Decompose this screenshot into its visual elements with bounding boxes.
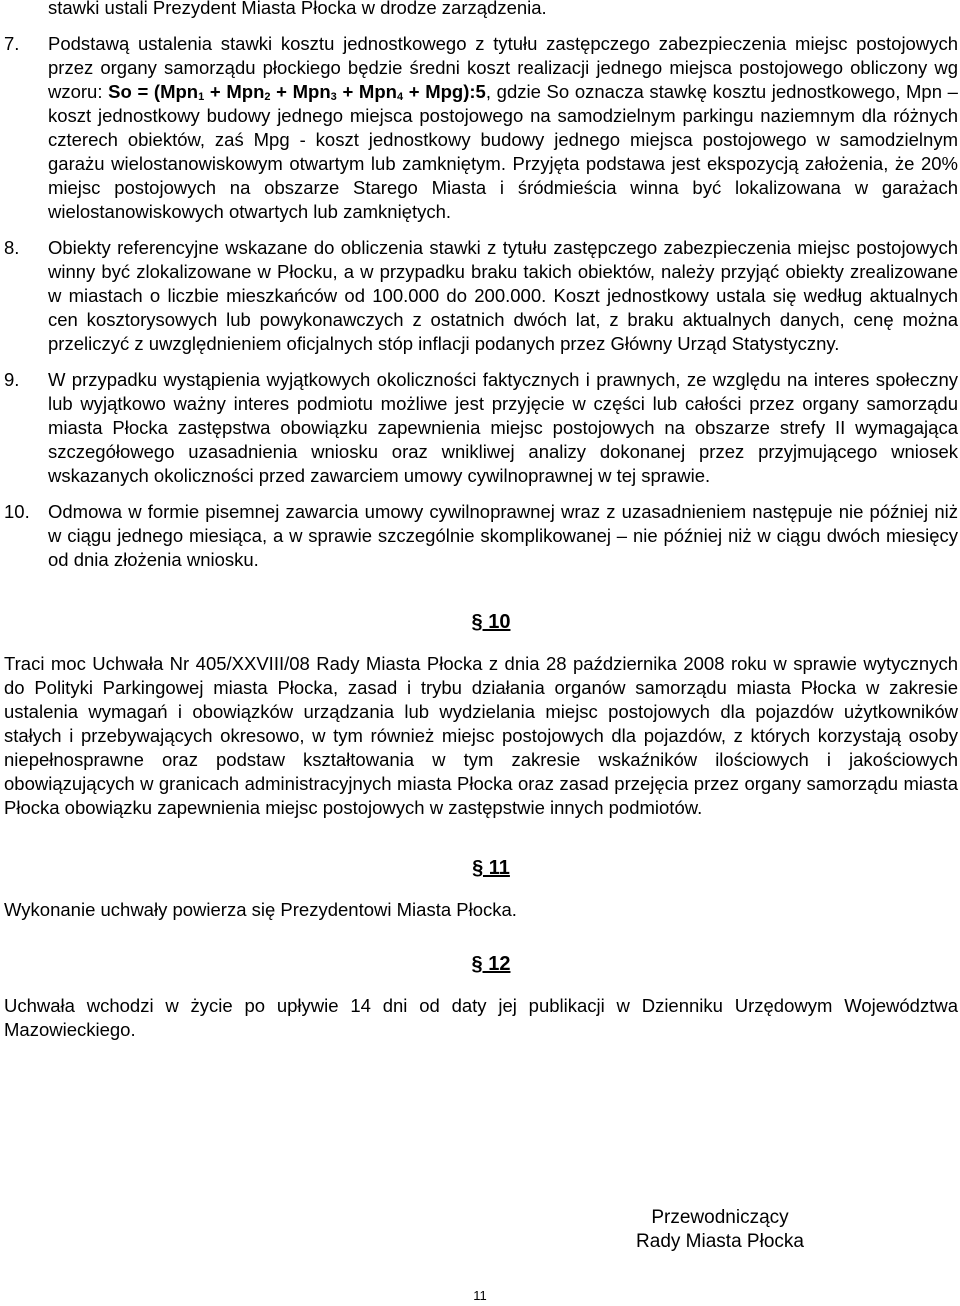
- section-heading-11: § 11: [472, 857, 510, 879]
- formula-sub-3: 3: [330, 91, 337, 103]
- intro-fragment: stawki ustali Prezydent Miasta Płocka w drodze zarządzenia.: [48, 0, 547, 18]
- formula-part-3: + Mpn: [270, 81, 331, 102]
- section-heading-12: § 12: [471, 953, 511, 975]
- signature-block: [600, 1206, 840, 1254]
- section-text-11: Wykonanie uchwały powierza się Prezydentowi Miasta Płocka.: [4, 899, 517, 920]
- formula-sub-2: 2: [264, 91, 271, 103]
- signature-body: Rady Miasta Płocka: [636, 1231, 804, 1252]
- item-text-part-b: , gdzie So oznacza stawkę kosztu jednostkowego, Mpn – koszt jednostkowy budowy jednego miejsca postojowego na samodzielnym parkingu naziemnym dla różnych czterech obiektów, zaś Mpg - koszt jednostkowy budowy jednego miejsca postojowego w samodzielnym garażu wielostanowiskowym otwartym lub zamkniętym. Przyjęta podstawa jest ekspozycją założenia, że 20% miejsc postojowych na obszarze Starego Miasta i śródmieścia winna być lokalizowana w garażach wielostanowiskowych otwartych lub zamkniętych.: [48, 81, 958, 222]
- page-number: 11: [473, 1288, 487, 1303]
- formula: [108, 81, 486, 102]
- formula-part-2: + Mpn: [204, 81, 265, 102]
- formula-lead: So = (Mpn: [108, 81, 199, 102]
- item-number: 10.: [4, 501, 30, 522]
- item-text: Obiekty referencyjne wskazane do obliczenia stawki z tytułu zastępczego zabezpieczenia miejsc postojowych winny być zlokalizowane w Płocku, a w przypadku braku takich obiektów, należy przyjąć obiekty zrealizowane w miastach o liczbie mieszkańców od 100.000 do 200.000. Koszt jednostkowy ustala się według aktualnych cen kosztorysowych lub powykonawczych z ostatnich dwóch lat, z braku aktualnych danych, cenę można przeliczyć z uwzględnieniem oficjalnych stóp inflacji podanych przez Główny Urząd Statystyczny.: [48, 237, 958, 354]
- formula-part-4: + Mpn: [336, 81, 397, 102]
- signature-title: Przewodniczący: [651, 1207, 789, 1228]
- section-text-12: Uchwała wchodzi w życie po upływie 14 dni od daty jej publikacji w Dzienniku Urzędowym Województwa Mazowieckiego.: [4, 995, 958, 1040]
- item-text: Odmowa w formie pisemnej zawarcia umowy cywilnoprawnej wraz z uzasadnieniem następuje nie później niż w ciągu jednego miesiąca, a w sprawie szczególnie skomplikowanej – nie później niż w ciągu dwóch miesięcy od dnia złożenia wniosku.: [48, 501, 958, 570]
- formula-sub-1: 1: [198, 91, 205, 103]
- item-text: W przypadku wystąpienia wyjątkowych okoliczności faktycznych i prawnych, ze względu na interes społeczny lub wyjątkowo ważny interes podmiotu możliwe jest przyjęcie w części lub całości przez organy samorządu miasta Płocka zastępstwa obowiązku zapewnienia miejsc postojowych na obszarze strefy II wymagająca szczegółowego uzasadnienia wniosku oraz wnikliwej analizy dokonanej przez przyjmującego wniosek wskazanych okoliczności przed zawarciem umowy cywilnoprawnej w tej sprawie.: [48, 369, 958, 486]
- list-item-8: [4, 236, 958, 356]
- item-text: [48, 32, 958, 224]
- formula-tail: + Mpg):5: [403, 81, 486, 102]
- item-number: 7.: [4, 33, 20, 54]
- item-number: 9.: [4, 369, 20, 390]
- list-item-10: [4, 500, 958, 572]
- section-text-10: Traci moc Uchwała Nr 405/XXVIII/08 Rady Miasta Płocka z dnia 28 października 2008 roku w sprawie wytycznych do Polityki Parkingowej miasta Płocka, zasad i trybu działania organów samorządu miasta Płocka w zakresie ustalenia wymagań i obowiązków urządzania lub wydzielania miejsc postojowych dla pojazdów użytkowników stałych i przebywających okresowo, w tym również miejsc postojowych dla pojazdów, z których korzystają osoby niepełnosprawne oraz podstaw kształtowania w tym zakresie wskaźników ilościowych i jakościowych obowiązujących w granicach administracyjnych miasta Płocka oraz zasad przejęcia przez organy samorządu miasta Płocka obowiązku zapewnienia miejsc postojowych w zastępstwie innych podmiotów.: [4, 653, 958, 818]
- formula-sub-4: 4: [396, 91, 404, 103]
- section-heading-10: § 10: [471, 611, 511, 633]
- item-number: 8.: [4, 237, 20, 258]
- document-page: [4, 0, 958, 1042]
- item-text-part-a: Podstawą ustalenia stawki kosztu jednostkowego z tytułu zastępczego zabezpieczenia miejsc postojowych przez organy samorządu płockiego będzie średni koszt realizacji jednego miejsca postojowego obliczony wg wzoru:: [48, 33, 958, 102]
- list-item-9: [4, 368, 958, 488]
- list-item-7: [4, 32, 958, 224]
